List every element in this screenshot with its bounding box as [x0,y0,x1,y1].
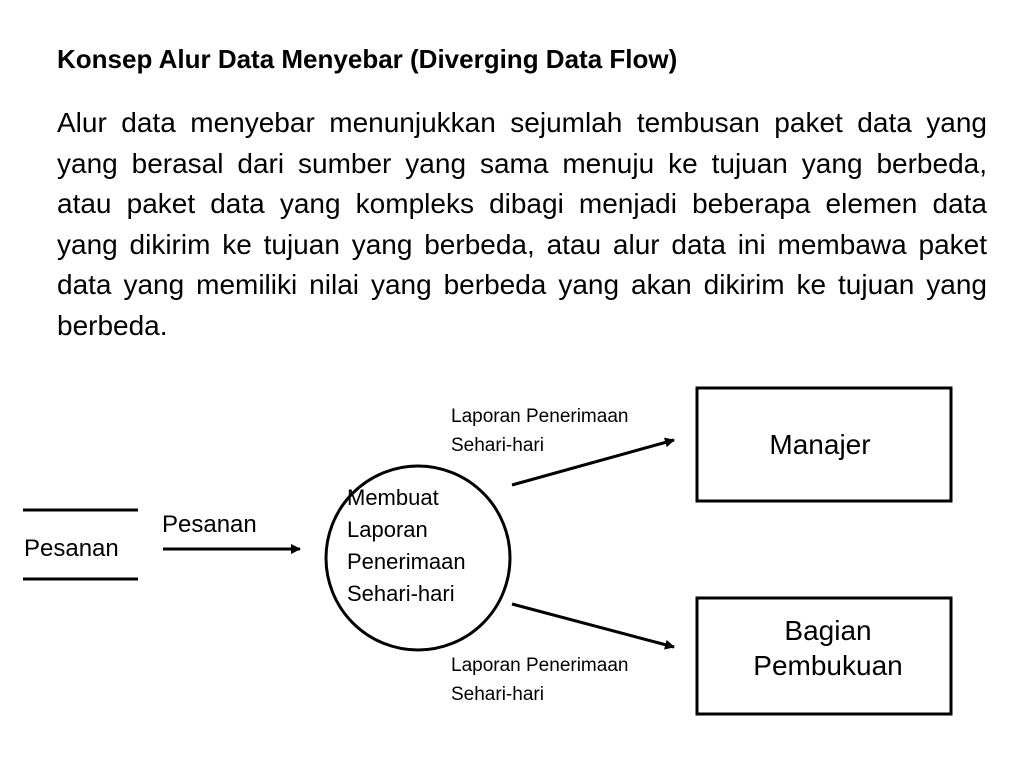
flow-top [451,406,674,485]
data-store-label: Pesanan [24,535,119,562]
flow-top-label-1: Laporan Penerimaan [451,406,629,427]
process-line-1: Membuat [347,485,439,510]
flow-in-label: Pesanan [162,511,257,538]
entity-accounting-label-1: Bagian [784,615,872,646]
flow-top-label-2: Sehari-hari [451,435,544,456]
entity-accounting-label-2: Pembukuan [753,650,903,681]
flow-bottom [451,604,674,705]
process-line-4: Sehari-hari [347,581,455,606]
flow-bottom-label-1: Laporan Penerimaan [451,655,629,676]
process [326,466,510,650]
slide-paragraph: Alur data menyebar menunjukkan sejumlah tembusan paket data yang yang berasal dari sumber yang sama menuju ke tujuan yang berbeda, atau paket data yang kompleks dibagi menjadi beberapa elemen data yang dikirim ke tujuan yang berbeda, atau alur data ini membawa paket data yang memiliki nilai yang berbeda yang akan dikirim ke tujuan yang berbeda. [57,107,987,341]
data-store [23,510,138,579]
flow-in [162,511,300,549]
process-line-2: Laporan [347,517,428,542]
entity-manager [697,388,951,501]
process-line-3: Penerimaan [347,549,466,574]
slide-title: Konsep Alur Data Menyebar (Diverging Data Flow) [57,44,678,74]
entity-accounting [697,598,951,714]
flow-bottom-label-2: Sehari-hari [451,684,544,705]
flow-bottom-arrow [512,604,674,647]
entity-manager-label: Manajer [769,429,871,460]
